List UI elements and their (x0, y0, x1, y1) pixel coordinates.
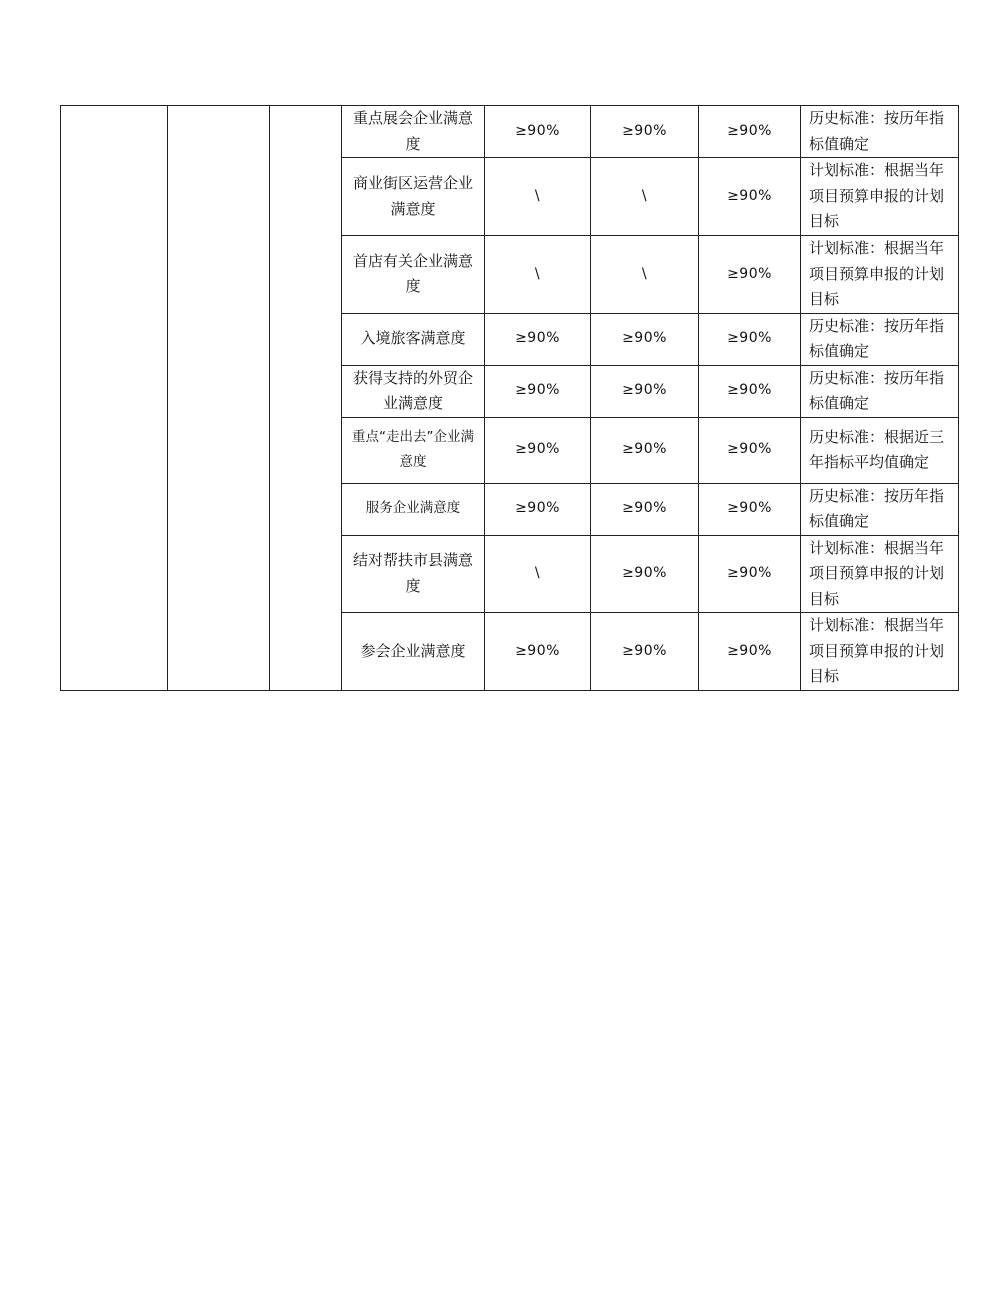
standard-text: 计划标准：根据当年项目预算申报的计划目标 (801, 158, 959, 236)
indicator-table (60, 105, 959, 691)
standard-text: 历史标准：按历年指标值确定 (801, 106, 959, 158)
target-value-3: ≥90% (699, 236, 801, 314)
target-value-1: ≥90% (485, 106, 591, 158)
standard-text: 计划标准：根据当年项目预算申报的计划目标 (801, 613, 959, 691)
merged-category-cell-3 (270, 106, 342, 691)
merged-category-cell-2 (168, 106, 270, 691)
target-value-1: ≥90% (485, 483, 591, 535)
target-value-3: ≥90% (699, 613, 801, 691)
standard-text: 历史标准：按历年指标值确定 (801, 313, 959, 365)
target-value-2: \ (591, 236, 699, 314)
target-value-3: ≥90% (699, 313, 801, 365)
target-value-1: ≥90% (485, 313, 591, 365)
target-value-1: ≥90% (485, 417, 591, 483)
indicator-name: 参会企业满意度 (342, 613, 485, 691)
table-row (61, 106, 959, 158)
target-value-1: ≥90% (485, 365, 591, 417)
target-value-3: ≥90% (699, 158, 801, 236)
target-value-2: ≥90% (591, 106, 699, 158)
target-value-1: \ (485, 158, 591, 236)
indicator-name: 获得支持的外贸企业满意度 (342, 365, 485, 417)
standard-text: 历史标准：按历年指标值确定 (801, 365, 959, 417)
target-value-2: \ (591, 158, 699, 236)
indicator-name: 服务企业满意度 (342, 483, 485, 535)
target-value-2: ≥90% (591, 483, 699, 535)
target-value-1: \ (485, 535, 591, 613)
target-value-2: ≥90% (591, 535, 699, 613)
target-value-3: ≥90% (699, 417, 801, 483)
indicator-name: 结对帮扶市县满意度 (342, 535, 485, 613)
target-value-2: ≥90% (591, 417, 699, 483)
indicator-name: 入境旅客满意度 (342, 313, 485, 365)
indicator-name: 重点“走出去”企业满意度 (342, 417, 485, 483)
indicator-name: 重点展会企业满意度 (342, 106, 485, 158)
target-value-3: ≥90% (699, 535, 801, 613)
target-value-3: ≥90% (699, 365, 801, 417)
standard-text: 历史标准：按历年指标值确定 (801, 483, 959, 535)
target-value-1: \ (485, 236, 591, 314)
target-value-3: ≥90% (699, 483, 801, 535)
target-value-1: ≥90% (485, 613, 591, 691)
standard-text: 历史标准：根据近三年指标平均值确定 (801, 417, 959, 483)
target-value-2: ≥90% (591, 313, 699, 365)
merged-category-cell-1 (61, 106, 168, 691)
indicator-name: 首店有关企业满意度 (342, 236, 485, 314)
target-value-2: ≥90% (591, 613, 699, 691)
indicator-name: 商业街区运营企业满意度 (342, 158, 485, 236)
target-value-2: ≥90% (591, 365, 699, 417)
standard-text: 计划标准：根据当年项目预算申报的计划目标 (801, 535, 959, 613)
standard-text: 计划标准：根据当年项目预算申报的计划目标 (801, 236, 959, 314)
target-value-3: ≥90% (699, 106, 801, 158)
